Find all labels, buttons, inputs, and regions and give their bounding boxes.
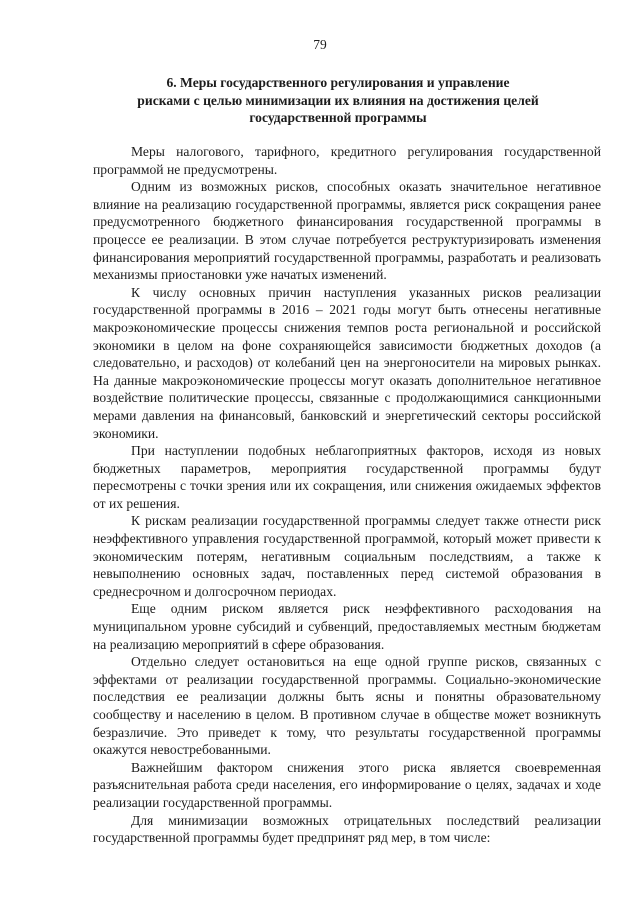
section-heading-line-2: рисками с целью минимизации их влияния на достижения целей: [137, 92, 539, 108]
paragraph-municipal-risk: Еще одним риском является риск неэффективного расходования на муниципальном уровне субсидий и субвенций, предоставляемых местным бюджетам на реализацию мероприятий в сфере образования.: [93, 601, 601, 652]
paragraph-effects-risk: Отдельно следует остановиться на еще одной группе рисков, связанных с эффектами от реализации государственной программы. Социально-экономические последствия ее реализации должны быть ясны и понятны образовательному сообществу и населению в целом. В противном случае в обществе может возникнуть безразличие. Это приведет к тому, что результаты государственной программы окажутся невостребованными.: [93, 654, 601, 758]
document-body: [93, 143, 601, 847]
page-number: 79: [313, 37, 327, 52]
paragraph-awareness: Важнейшим фактором снижения этого риска является своевременная разъяснительная работа среди населения, его информирование о целях, задачах и ходе реализации государственной программы.: [93, 759, 601, 810]
section-heading: [88, 74, 588, 127]
paragraph-budget-risk: Одним из возможных рисков, способных оказать значительное негативное влияние на реализацию государственной программы, является риск сокращения ранее предусмотренного бюджетного финансирования государственной программы в процессе ее реализации. В этом случае потребуется реструктуризировать изменения финансирования мероприятий государственной программы, разработать и реализовать механизмы приостановки уже начатых изменений.: [93, 179, 601, 283]
section-heading-line-3: государственной программы: [249, 110, 427, 125]
paragraph-mitigation-measures: Для минимизации возможных отрицательных последствий реализации государственной программы будет предпринят ряд мер, в том числе:: [93, 812, 601, 846]
paragraph-adverse-factors: При наступлении подобных неблагоприятных факторов, исходя из новых бюджетных параметров, мероприятия государственной программы будут пересмотрены с точки зрения или их сокращения, или снижения ожидаемых эффектов от их решения.: [93, 443, 601, 511]
section-heading-line-1: 6. Меры государственного регулирования и управление: [166, 75, 510, 90]
paragraph-tax-measures: Меры налогового, тарифного, кредитного регулирования государственной программой не предусмотрены.: [93, 144, 601, 177]
paragraph-management-risk: К рискам реализации государственной программы следует также отнести риск неэффективного управления государственной программой, который может привести к экономическим потерям, негативным социальным последствиям, а также к невыполнению основных задач, поставленных перед системой образования в среднесрочном и долгосрочном периодах.: [93, 513, 601, 599]
paragraph-risk-causes: К числу основных причин наступления указанных рисков реализации государственной программы в 2016 – 2021 годы могут быть отнесены негативные макроэкономические процессы снижения темпов роста региональной и российской экономики в целом на фоне сохраняющейся зависимости бюджетных доходов (а следовательно, и расходов) от колебаний цен на энергоносители на мировых рынках. На данные макроэкономические процессы могут оказать дополнительное негативное воздействие политические процессы, связанные с продолжающимися санкционными мерами давления на финансовый, банковский и энергетический секторы российской экономики.: [93, 284, 601, 441]
